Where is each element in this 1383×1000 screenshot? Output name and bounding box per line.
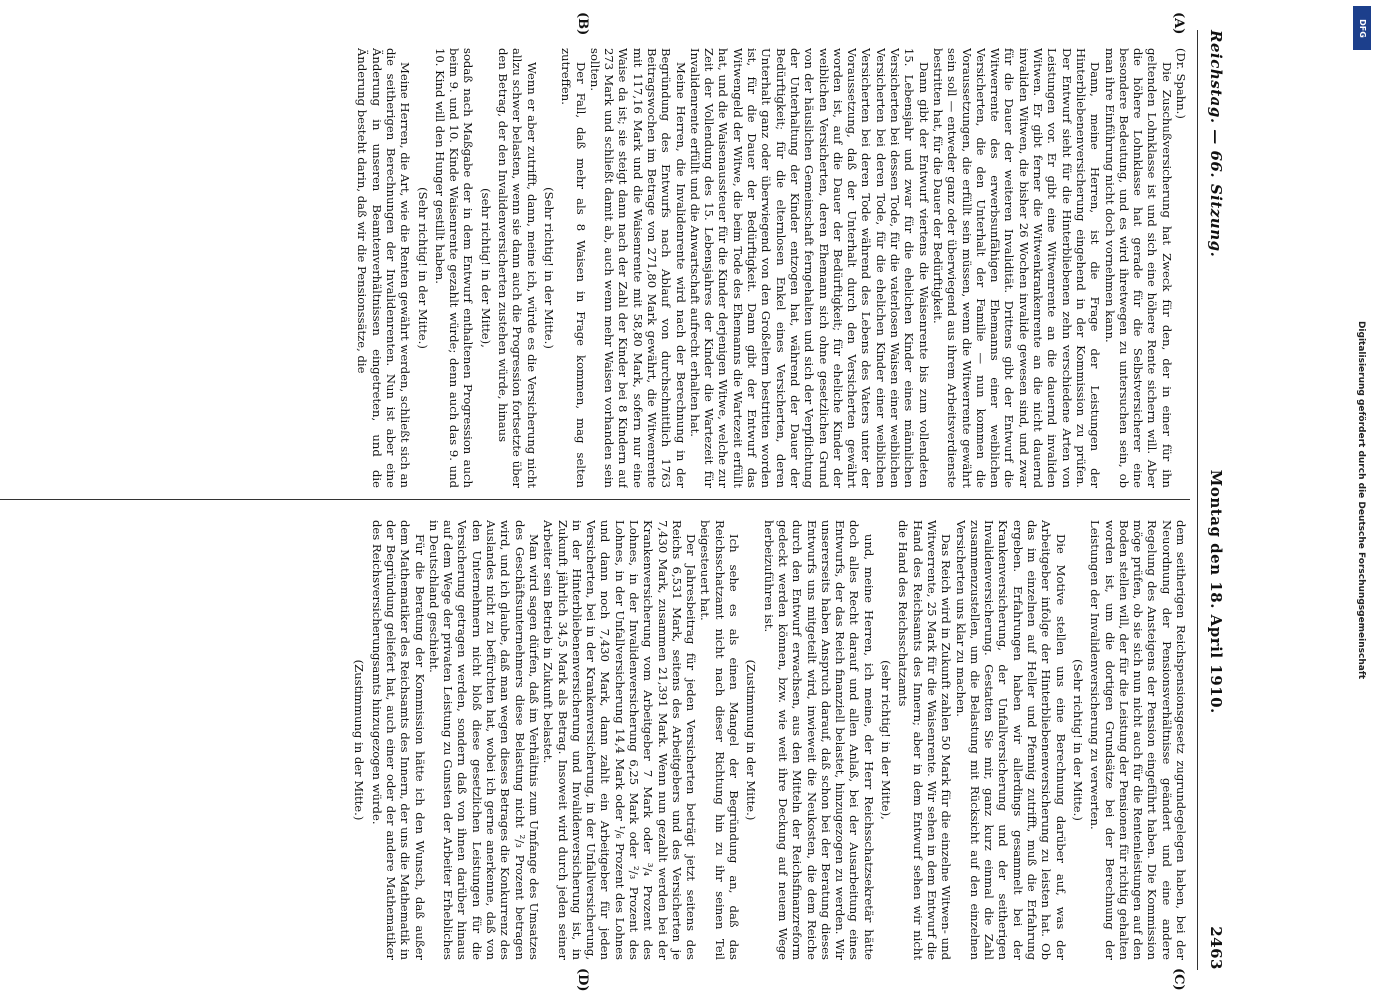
- paragraph: Die Motive stellen uns eine Berechnung darüber auf, was der Arbeitgeber infolge der Hinterbliebenenversicherung zu leisten hat. Ob das im einzelnen auf Heller und Pfennig zutrifft, muß die Erfahrung ergeben. Erfahrungen haben wir allerdings gesammelt bei der Krankenversicherung, der Unfallversicherung und der seitherigen Invalidenversicherung. Gestatten Sie mir, ganz kurz einmal die Zahl zusammenzustellen, um die Belastung mit Rücksicht auf den einzelnen Versicherten uns klar zu machen.: [953, 520, 1068, 960]
- paragraph: dem seitherigen Reichspensionsgesetz zugrundegelegen haben, bei der Neuordnung der Pensionsverhältnisse geändert und eine andere Regelung des Ansteigens der Pension eingeführt haben. Die Kommission möge prüfen, ob sie sich nun nicht auch für die Rentenleistungen auf den Boden stellen will, der für die Leistung der Pensionen für richtig gehalten worden ist, um die dortigen Grundsätze bei der Berechnung der Leistungen der Invalidenversicherung zu verwerten.: [1088, 520, 1188, 960]
- interjection: (Zustimmung in der Mitte.): [744, 659, 759, 821]
- paragraph: Dann gibt der Entwurf viertens die Waisenrente bis zum vollendeten 15. Lebensjahr und zwar für die ehelichen Kinder eines männlichen Versicherten bei dessen Tode, für die vaterlosen Waisen einer weiblichen Versicherten bei deren Tode, für die ehelichen Kinder einer weiblichen Versicherten bei deren Tode während des Lebens des Vaters unter der Voraussetzung, daß der Unterhalt durch den Versicherten gewährt worden ist, auf die Dauer der Bedürftigkeit; für eheliche Kinder der weiblichen Versicherten, deren Ehemann sich ohne gesetzlichen Grund von der häuslichen Gemeinschaft ferngehalten und sich der Verpflichtung der Unterhaltung der Kinder entzogen hat, während der Dauer der Bedürftigkeit; für die elternlosen Enkel eines Versicherten, deren Unterhalt ganz oder überwiegend von den Großeltern bestritten worden ist, für die Dauer der Bedürftigkeit. Dann gibt der Entwurf das Witwengeld der Witwe, die beim Tode des Ehemanns die Wartezeit erfüllt hat, und die Waisenaussteuer für die Kinder derjenigen Witwe, welche zur Zeit der Vollendung des 15. Lebensjahres der Kinder die Wartezeit für Invalidenrente erfüllt und die Anwartschaft aufrecht erhalten hat.: [687, 48, 931, 488]
- paragraph: Man wird sagen dürfen, daß im Verhältnis zum Umfange des Umsatzes des Geschäftsunternehmers diese Belastung nicht ²/₃ Prozent betragen wird, und ich glaube, daß man wegen dieses Betrages die Konkurrenz des Auslandes nicht zu befürchten hat, wobei ich gerne anerkenne, daß von den Unternehmern nicht bloß diese gesetzlichen Leistungen für die Versicherung getragen werden, sondern daß von ihnen darüber hinaus auf dem Wege der privaten Leistung zu Gunsten der Arbeiter Erhebliches in Deutschland geschieht.: [426, 520, 541, 960]
- paragraph: Meine Herren, die Art, wie die Renten gewährt werden, schließt sich an die seitherigen Berechnungen der Invalidenrenten. Nun ist aber eine Änderung in unseren Beamtenverhältnissen eingetreten, und die Änderung besteht darin, daß wir die Pensionssätze, die: [355, 48, 413, 488]
- margin-marker-c: (C): [1171, 968, 1186, 991]
- column-divider: [0, 499, 1190, 500]
- interjection: (Sehr richtig! in der Mitte.): [1070, 659, 1085, 821]
- paragraph: Die Zuschußversicherung hat Zweck für den, der in einer für ihn geltenden Lohnklasse ist und sich eine höhere Rente sichern will. Aber die höhere Lohnklasse hat gerade für die Selbstversicherer eine besondere Bedeutung, und es wird ihretwegen zu untersuchen sein, ob man ihre Einführung nicht doch vornehmen kann.: [1102, 48, 1174, 488]
- interjection: (sehr richtig! in der Mitte),: [879, 660, 894, 820]
- margin-marker-a: (A): [1171, 12, 1186, 35]
- paragraph: Das Reich wird in Zukunft zahlen 50 Mark für die einzelne Witwen- und Witwerrente, 25 Mark für die Waisenrente. Wir sehen in dem Entwurf die Hand des Reichsamts des Innern; aber in dem Entwurf sehen wir nicht die Hand des Reichsschatzamts: [896, 520, 954, 960]
- paragraph: Für die Beratung der Kommission hätte ich den Wunsch, daß außer dem Mathematiker des Reichsamts des Innern, der uns die Mathematik in der Begründung geliefert hat, auch einer oder der andere Mathematiker des Reichsversicherungsamts hinzugezogen würde.: [369, 520, 427, 960]
- page-number: 2463: [1207, 926, 1225, 970]
- digitization-credit: [1349, 0, 1373, 1000]
- speaker-label: (Dr. Spahn.): [1174, 48, 1188, 119]
- left-column: [0, 48, 1188, 488]
- paragraph: Dann, meine Herren, ist die Frage der Leistungen der Hinterbliebenenversicherung eingehend in der Kommission zu prüfen. Der Entwurf sieht für die Hinterbliebenen zehn verschiedene Arten von Leistungen vor. Er gibt eine Witwenrente an die dauernd invaliden Witwen. Er gibt ferner die Witwenkrankenrente an die nicht dauernd invaliden Witwen, die bisher 26 Wochen invalide gewesen sind, und zwar für die Dauer der weiteren Invalidität. Drittens gibt der Entwurf die Witwerrente des erwerbsunfähigen Ehemanns einer weiblichen Versicherten, die den Unterhalt der Familie — nun kommen die Voraussetzungen, die erfüllt sein müssen, wenn die Witwerrente gewährt sein soll — entweder ganz oder überwiegend aus ihrem Arbeitsverdienste bestritten hat, für die Dauer der Bedürftigkeit.: [930, 48, 1103, 488]
- paragraph: und, meine Herren, ich meine, der Herr Reichsschatzsekretär hätte doch alles Recht darauf und allen Anlaß, bei der Ausarbeitung eines Entwurfs, der das Reich finanziell belastet, hinzugezogen zu werden. Wir unsererseits haben Anspruch darauf, daß schon bei der Beratung dieses Entwurfs uns mitgeteilt wird, inwieweit die Neukosten, die dem Reiche durch den Entwurf erwachsen, aus den Mitteln der Reichsfinanzreform gedeckt werden können, bzw. wie weit ihre Deckung auf neuem Wege herbeizuführen ist.: [761, 520, 876, 960]
- paragraph: Der Jahresbeitrag für jeden Versicherten beträgt jetzt seitens des Reichs 6,531 Mark, seitens des Arbeitgebers und des Versicherten je 7,430 Mark, zusammen 21,391 Mark. Wenn nun gezahlt werden bei der Krankenversicherung vom Arbeitgeber 7 Mark oder ³/₄ Prozent des Lohnes, in der Invalidenversicherung 6,25 Mark oder ²/₃ Prozent des Lohnes, in der Unfallversicherung 14,4 Mark oder ¹/₆ Prozent des Lohnes und dann noch 7,430 Mark, dann zahlt ein Arbeitgeber für jeden Versicherten, bei in der Krankenversicherung, in der Unfallversicherung, in der Hinterbliebenenversicherung und Invalidenversicherung ist, in Zukunft jährlich 34,5 Mark als Betrag. Insoweit wird durch jeden seiner Arbeiter sein Betrieb in Zukunft belastet.: [541, 520, 699, 960]
- paragraph: Der Fall, daß mehr als 8 Waisen in Frage kommen, mag selten zutreffen.: [559, 48, 588, 488]
- header-rule: [1197, 30, 1198, 970]
- running-head: [1202, 30, 1230, 970]
- credit-text: Digitalisierung gefördert durch die Deutsche Forschungsgemeinschaft: [1356, 320, 1366, 680]
- paragraph: Meine Herren, die Invalidenrente wird nach der Berechnung in der Begründung des Entwurfs nach Ablauf von durchschnittlich 1763 Beitragswochen im Betrage von 271,80 Mark gewährt, die Witwenrente mit 117,16 Mark und die Waisenrente mit 58,80 Mark, sofern nur eine Waise da ist; sie steigt dann nach der Zahl der Kinder bei 8 Kindern auf 273 Mark und schließt damit ab, auch wenn mehr Waisen vorhanden sein sollten.: [587, 48, 688, 488]
- interjection: (sehr richtig! in der Mitte),: [478, 188, 493, 348]
- paragraph: Wenn er aber zutrifft, dann, meine ich, würde es die Versicherung nicht allzu schwer belasten, wenn sie dann auch die Progression fortsetzte über den Betrag, der den Invalidenversicherten zustehen würde, hinaus: [496, 48, 539, 488]
- rotated-page: [0, 12, 1230, 992]
- interjection: (Sehr richtig! in der Mitte.): [541, 187, 556, 349]
- header-left: Reichstag. — 66. Sitzung.: [1207, 30, 1225, 258]
- margin-marker-d: (D): [575, 968, 590, 992]
- header-date: Montag den 18. April 1910.: [1207, 469, 1225, 714]
- interjection: (Sehr richtig! in der Mitte.): [415, 187, 430, 349]
- margin-marker-b: (B): [575, 12, 590, 36]
- dfg-logo: DFG: [1353, 6, 1371, 50]
- paragraph: sodaß nach Maßgabe der in dem Entwurf enthaltenen Progression auch beim 9. und 10. Kinde Waisenrente gezahlt würde; denn auch das 9. und 10. Kind will den Hunger gestillt haben.: [432, 48, 476, 488]
- right-column: [0, 520, 1188, 960]
- interjection: (Zustimmung in der Mitte.): [352, 659, 367, 821]
- paragraph: Ich sehe es als einen Mangel der Begründung an, daß das Reichsschatzamt nicht nach dieser Richtung hin zu ihr seinen Teil beigesteuert hat.: [698, 520, 742, 960]
